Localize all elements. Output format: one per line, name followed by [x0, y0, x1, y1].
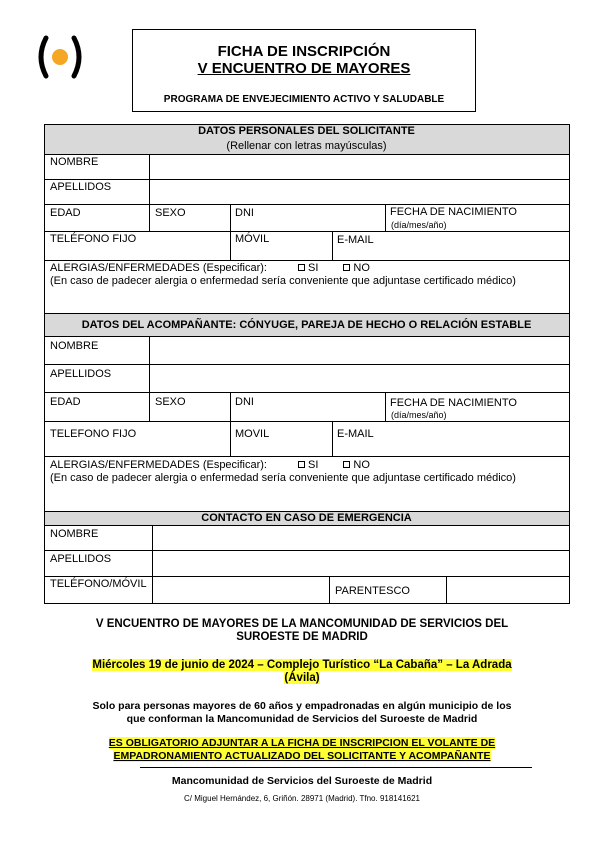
- emergency-section-title: CONTACTO EN CASO DE EMERGENCIA: [201, 512, 412, 524]
- companion-section-title: DATOS DEL ACOMPAÑANTE: CÓNYUGE, PAREJA DE HECHO O RELACIÓN ESTABLE: [81, 319, 532, 331]
- emergency-apellidos-label: APELLIDOS: [50, 553, 112, 565]
- applicant-dni-label: DNI: [235, 207, 254, 219]
- event-date-location: [44, 659, 560, 685]
- companion-sexo-label: SEXO: [155, 396, 186, 408]
- mandatory-note: [44, 737, 560, 763]
- applicant-apellidos-label: APELLIDOS: [50, 181, 112, 193]
- emergency-nombre-field[interactable]: [153, 526, 569, 550]
- companion-email-label: E-MAIL: [337, 428, 374, 440]
- emergency-parentesco-field[interactable]: [447, 577, 569, 603]
- applicant-sexo-label: SEXO: [155, 207, 186, 219]
- event-description: [44, 618, 560, 644]
- program-name: PROGRAMA DE ENVEJECIMIENTO ACTIVO Y SALUDABLE: [163, 94, 445, 105]
- event-line-2: SUROESTE DE MADRID: [236, 631, 368, 643]
- applicant-edad-label: EDAD: [50, 207, 81, 219]
- companion-fecha-label: FECHA DE NACIMIENTO: [390, 397, 517, 409]
- form-title: FICHA DE INSCRIPCIÓN: [217, 43, 391, 60]
- companion-alergias-note: (En caso de padecer alergia o enfermedad sería conveniente que adjuntase certificado médico): [50, 472, 516, 484]
- companion-alergias-label: ALERGIAS/ENFERMEDADES (Especificar):: [50, 459, 267, 471]
- footer-divider: [140, 767, 532, 768]
- date-line-2: (Ávila): [284, 672, 320, 684]
- applicant-fecha-format: (día/mes/año): [391, 220, 447, 230]
- companion-telefono-label: TELEFONO FIJO: [50, 428, 137, 440]
- applicant-no-checkbox[interactable]: [343, 264, 350, 271]
- emergency-telefono-label: TELÉFONO/MÓVIL: [50, 578, 147, 590]
- event-title: V ENCUENTRO DE MAYORES: [197, 60, 411, 77]
- eligibility-note: [44, 700, 560, 726]
- applicant-section-note: (Rellenar con letras mayúsculas): [226, 140, 387, 152]
- companion-dni-label: DNI: [235, 396, 254, 408]
- companion-apellidos-field[interactable]: [150, 365, 569, 392]
- mandatory-line-1: ES OBLIGATORIO ADJUNTAR A LA FICHA DE INSCRIPCION EL VOLANTE DE: [108, 737, 496, 749]
- event-line-1: V ENCUENTRO DE MAYORES DE LA MANCOMUNIDAD DE SERVICIOS DEL: [95, 618, 509, 630]
- companion-no-checkbox[interactable]: [343, 461, 350, 468]
- header-box: [132, 29, 476, 112]
- emergency-apellidos-field[interactable]: [153, 551, 569, 576]
- companion-apellidos-label: APELLIDOS: [50, 368, 112, 380]
- date-line-1: Miércoles 19 de junio de 2024 – Complejo Turístico “La Cabaña” – La Adrada: [92, 659, 512, 671]
- applicant-alergias-row: [50, 262, 370, 274]
- mandatory-line-2: EMPADRONAMIENTO ACTUALIZADO DEL SOLICITANTE Y ACOMPAÑANTE: [113, 750, 491, 762]
- org-address: C/ Miguel Hernández, 6, Griñón. 28971 (Madrid). Tfno. 918141621: [184, 794, 420, 803]
- applicant-nombre-label: NOMBRE: [50, 156, 99, 168]
- companion-si-label: SI: [308, 459, 319, 471]
- applicant-email-label: E-MAIL: [337, 234, 374, 246]
- companion-fecha-format: (día/mes/año): [391, 410, 447, 420]
- companion-no-label: NO: [353, 459, 370, 471]
- emergency-telefono-field[interactable]: [153, 577, 329, 603]
- applicant-no-label: NO: [353, 262, 370, 274]
- applicant-nombre-field[interactable]: [150, 155, 569, 179]
- logo: [34, 32, 86, 82]
- companion-edad-label: EDAD: [50, 396, 81, 408]
- eligibility-line-1: Solo para personas mayores de 60 años y empadronadas en algún municipio de los: [92, 700, 512, 712]
- companion-movil-label: MOVIL: [235, 428, 270, 440]
- applicant-si-checkbox[interactable]: [298, 264, 305, 271]
- applicant-telefono-label: TELÉFONO FIJO: [50, 233, 137, 245]
- emergency-nombre-label: NOMBRE: [50, 528, 99, 540]
- companion-alergias-row: [50, 459, 370, 471]
- applicant-fecha-label: FECHA DE NACIMIENTO: [390, 206, 517, 218]
- companion-nombre-field[interactable]: [150, 337, 569, 364]
- companion-nombre-label: NOMBRE: [50, 340, 99, 352]
- applicant-alergias-label: ALERGIAS/ENFERMEDADES (Especificar):: [50, 262, 267, 274]
- applicant-section-title: DATOS PERSONALES DEL SOLICITANTE: [198, 125, 415, 137]
- eligibility-line-2: que conforman la Mancomunidad de Servicios del Suroeste de Madrid: [126, 713, 478, 725]
- emergency-parentesco-label: PARENTESCO: [335, 585, 410, 597]
- applicant-alergias-note: (En caso de padecer alergia o enfermedad sería conveniente que adjuntase certificado médico): [50, 275, 516, 287]
- applicant-si-label: SI: [308, 262, 319, 274]
- applicant-movil-label: MÓVIL: [235, 233, 270, 245]
- applicant-apellidos-field[interactable]: [150, 180, 569, 204]
- companion-si-checkbox[interactable]: [298, 461, 305, 468]
- org-name: Mancomunidad de Servicios del Suroeste de Madrid: [171, 775, 433, 787]
